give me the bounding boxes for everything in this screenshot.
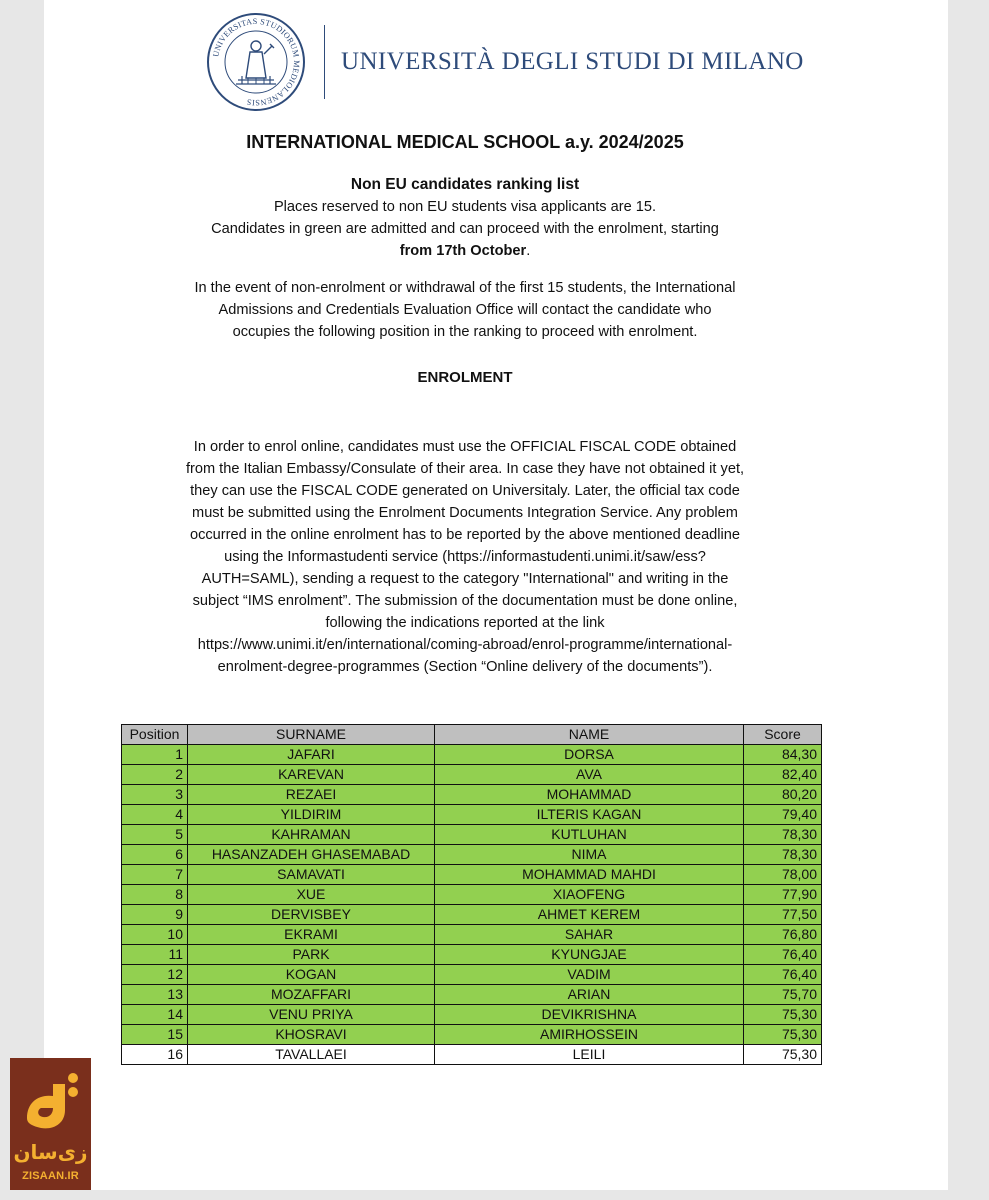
cell-score: 75,30: [744, 1045, 822, 1065]
table-row: [122, 1045, 822, 1065]
cell-score: 77,50: [744, 905, 822, 925]
watermark-brand: زی‌سان: [13, 1140, 88, 1164]
places-text: Places reserved to non EU students visa applicants are 15.: [273, 199, 657, 215]
svg-text:UNIVERSITAS STUDIORUM MEDIOLAN: UNIVERSITAS STUDIORUM MEDIOLANENSIS: [211, 16, 302, 108]
cell-score: 78,30: [744, 825, 822, 845]
cell-surname: VENU PRIYA: [188, 1005, 435, 1025]
table-row: [122, 885, 822, 905]
table-row: [122, 785, 822, 805]
cell-position: 8: [122, 885, 188, 905]
document-page: [44, 0, 948, 1190]
cell-name: KYUNGJAE: [435, 945, 744, 965]
table-row: [122, 845, 822, 865]
table-row: [122, 905, 822, 925]
table-row: [122, 945, 822, 965]
enrolment-paragraph: In order to enrol online, candidates must use the OFFICIAL FISCAL CODE obtained from the Italian Embassy/Consulate of their area. In case they have not obtained it yet, they can use the FISCAL CODE generated on Universitaly. Later, the official tax code must be submitted using the Enrolment Documents Integration Service. Any problem occurred in the online enrolment has to be reported by the above mentioned deadline using the Informastudenti service (https://informastudenti.unimi.it/saw/ess?AUTH=SAML), sending a request to the category "International" and writing in the subject “IMS enrolment”. The submission of the documentation must be done online, following the indications reported at the link https://www.unimi.it/en/international/coming-abroad/enrol-programme/international-enrolment-degree-programmes (Section “Online delivery of the documents”).: [185, 439, 745, 675]
table-row: [122, 985, 822, 1005]
watermark-site: ZISAAN.IR: [22, 1170, 79, 1182]
enrolment-heading: ENROLMENT: [417, 369, 513, 386]
cell-surname: KAHRAMAN: [188, 825, 435, 845]
university-name: UNIVERSITÀ DEGLI STUDI DI MILANO: [341, 48, 804, 75]
cell-position: 2: [122, 765, 188, 785]
cell-name: SAHAR: [435, 925, 744, 945]
cell-score: 76,40: [744, 945, 822, 965]
watermark-logo-icon: [19, 1066, 82, 1138]
cell-name: NIMA: [435, 845, 744, 865]
cell-surname: PARK: [188, 945, 435, 965]
cell-score: 79,40: [744, 805, 822, 825]
cell-score: 76,80: [744, 925, 822, 945]
column-header-position: Position: [122, 725, 188, 745]
withdrawal-paragraph: In the event of non-enrolment or withdrawal of the first 15 students, the International Admissions and Credentials Evaluation Office will contact the candidate who occupies the following position in the ranking to proceed with enrolment.: [194, 280, 736, 340]
cell-position: 11: [122, 945, 188, 965]
start-date: from 17th October: [399, 243, 527, 259]
cell-surname: TAVALLAEI: [188, 1045, 435, 1065]
table-row: [122, 1025, 822, 1045]
cell-name: LEILI: [435, 1045, 744, 1065]
column-header-surname: SURNAME: [188, 725, 435, 745]
cell-score: 82,40: [744, 765, 822, 785]
cell-position: 1: [122, 745, 188, 765]
cell-position: 3: [122, 785, 188, 805]
cell-name: MOHAMMAD MAHDI: [435, 865, 744, 885]
site-watermark: [10, 1058, 91, 1190]
cell-surname: JAFARI: [188, 745, 435, 765]
cell-surname: XUE: [188, 885, 435, 905]
cell-surname: REZAEI: [188, 785, 435, 805]
table-row: [122, 965, 822, 985]
cell-position: 14: [122, 1005, 188, 1025]
cell-score: 77,90: [744, 885, 822, 905]
ranking-table: [121, 724, 822, 1065]
cell-surname: DERVISBEY: [188, 905, 435, 925]
cell-score: 78,30: [744, 845, 822, 865]
table-row: [122, 745, 822, 765]
cell-surname: MOZAFFARI: [188, 985, 435, 1005]
cell-name: AVA: [435, 765, 744, 785]
cell-name: DEVIKRISHNA: [435, 1005, 744, 1025]
ranking-table-body: [122, 745, 822, 1065]
cell-name: ARIAN: [435, 985, 744, 1005]
page-title: INTERNATIONAL MEDICAL SCHOOL a.y. 2024/2025: [246, 132, 684, 152]
cell-surname: KAREVAN: [188, 765, 435, 785]
cell-position: 5: [122, 825, 188, 845]
cell-name: DORSA: [435, 745, 744, 765]
cell-score: 75,30: [744, 1005, 822, 1025]
cell-position: 13: [122, 985, 188, 1005]
column-header-score: Score: [744, 725, 822, 745]
cell-score: 78,00: [744, 865, 822, 885]
university-seal-icon: [206, 12, 306, 112]
table-row: [122, 765, 822, 785]
cell-position: 4: [122, 805, 188, 825]
cell-name: AHMET KEREM: [435, 905, 744, 925]
cell-score: 75,30: [744, 1025, 822, 1045]
cell-score: 84,30: [744, 745, 822, 765]
header-divider: [324, 25, 325, 99]
cell-name: VADIM: [435, 965, 744, 985]
cell-position: 6: [122, 845, 188, 865]
admitted-text: Candidates in green are admitted and can proceed with the enrolment, starting: [211, 221, 719, 237]
cell-surname: SAMAVATI: [188, 865, 435, 885]
cell-surname: EKRAMI: [188, 925, 435, 945]
cell-position: 16: [122, 1045, 188, 1065]
cell-position: 7: [122, 865, 188, 885]
column-header-name: NAME: [435, 725, 744, 745]
start-date-line: [44, 240, 886, 262]
cell-score: 80,20: [744, 785, 822, 805]
cell-position: 10: [122, 925, 188, 945]
cell-name: XIAOFENG: [435, 885, 744, 905]
ranking-subtitle: Non EU candidates ranking list: [350, 176, 580, 193]
cell-position: 9: [122, 905, 188, 925]
table-header-row: [122, 725, 822, 745]
cell-score: 75,70: [744, 985, 822, 1005]
start-date-suffix: .: [526, 243, 531, 259]
cell-name: KUTLUHAN: [435, 825, 744, 845]
cell-position: 12: [122, 965, 188, 985]
cell-surname: YILDIRIM: [188, 805, 435, 825]
table-row: [122, 865, 822, 885]
table-row: [122, 805, 822, 825]
table-row: [122, 925, 822, 945]
university-header: [206, 12, 804, 112]
cell-score: 76,40: [744, 965, 822, 985]
table-row: [122, 1005, 822, 1025]
cell-surname: KOGAN: [188, 965, 435, 985]
cell-name: MOHAMMAD: [435, 785, 744, 805]
cell-name: AMIRHOSSEIN: [435, 1025, 744, 1045]
intro-block: [44, 174, 886, 262]
cell-surname: HASANZADEH GHASEMABAD: [188, 845, 435, 865]
table-row: [122, 825, 822, 845]
cell-name: ILTERIS KAGAN: [435, 805, 744, 825]
cell-surname: KHOSRAVI: [188, 1025, 435, 1045]
cell-position: 15: [122, 1025, 188, 1045]
